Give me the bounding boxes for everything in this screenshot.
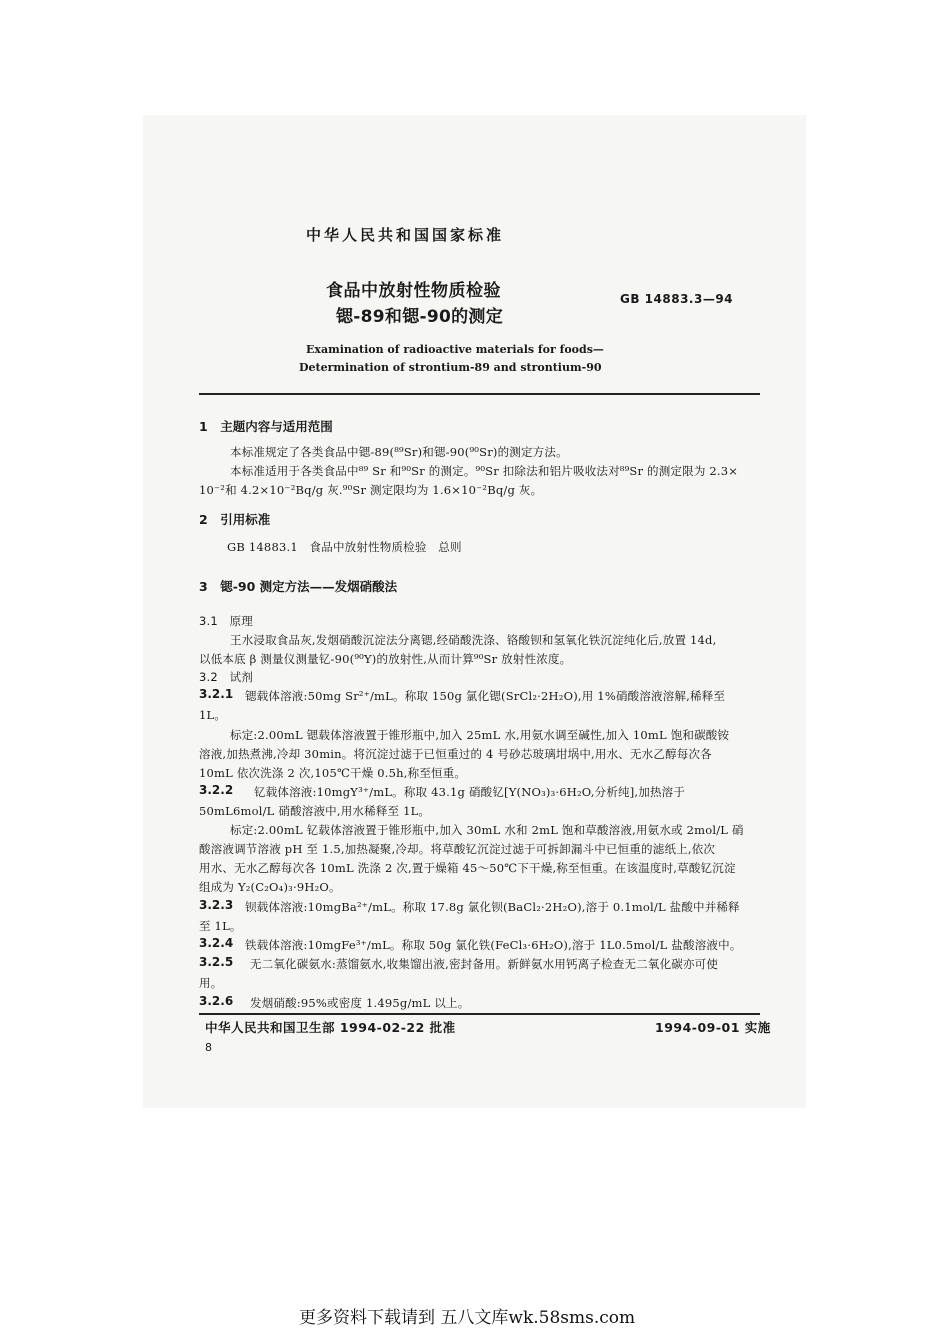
section-3-1-heading: 3.1 原理 [199,614,253,628]
item-3-2-5-line-b: 用。 [199,976,223,990]
item-3-2-1-line-b: 1L。 [199,708,227,722]
item-3-2-1-line-a: 锶载体溶液:50mg Sr²⁺/mL。称取 150g 氯化锶(SrCl₂·2H₂O),用 1%硝酸溶液溶解,稀释至 [245,689,726,703]
section-3-2-heading: 3.2 试剂 [199,670,253,684]
item-3-2-3-line-a: 钡载体溶液:10mgBa²⁺/mL。称取 17.8g 氯化钡(BaCl₂·2H₂O),溶于 0.1mol/L 盐酸中并稀释 [245,900,740,914]
approval-line: 中华人民共和国卫生部 1994-02-22 批准 [205,1020,456,1035]
item-3-2-2-line-e: 用水、无水乙醇每次各 10mL 洗涤 2 次,置于燥箱 45～50℃下干燥,称至恒重。在该温度时,草酸钇沉淀 [199,861,736,875]
document-title-line2: 锶-89和锶-90的测定 [336,307,504,327]
header-divider [199,393,760,395]
item-3-2-2-line-d: 酸溶液调节溶液 pH 至 1.5,加热凝聚,冷却。将草酸钇沉淀过滤于可拆卸漏斗中已恒重的滤纸上,依次 [199,842,716,856]
english-title-line1: Examination of radioactive materials for foods— [306,343,604,356]
document-title-line1: 食品中放射性物质检验 [326,281,501,301]
standard-code: GB 14883.3—94 [620,292,734,306]
english-title-line2: Determination of strontium-89 and strontium-90 [299,361,602,374]
section-3-heading: 3 锶-90 测定方法——发烟硝酸法 [199,579,398,594]
section-2-heading: 2 引用标准 [199,512,271,527]
item-3-2-2-number: 3.2.2 [199,783,234,797]
section-2-reference: GB 14883.1 食品中放射性物质检验 总则 [227,540,462,554]
item-3-2-5-line-a: 无二氧化碳氨水:蒸馏氨水,收集馏出液,密封备用。新鲜氨水用钙离子检查无二氧化碳亦可使 [250,957,719,971]
item-3-2-3-line-b: 至 1L。 [199,919,242,933]
national-standard-heading: 中华人民共和国国家标准 [306,226,505,244]
item-3-2-2-line-a: 钇载体溶液:10mgY³⁺/mL。称取 43.1g 硝酸钇[Y(NO₃)₃·6H₂O,分析纯],加热溶于 [254,785,686,799]
item-3-2-2-line-b: 50mL6mol/L 硝酸溶液中,用水稀释至 1L。 [199,804,431,818]
item-3-2-3-number: 3.2.3 [199,898,234,912]
item-3-2-5-number: 3.2.5 [199,955,234,969]
footer-divider [199,1013,760,1015]
item-3-2-1-line-e: 10mL 依次洗涤 2 次,105℃干燥 0.5h,称至恒重。 [199,766,467,780]
download-watermark: 更多资料下载请到 五八文库wk.58sms.com [299,1308,636,1328]
section-1-paragraph-2b: 10⁻²和 4.2×10⁻²Bq/g 灰.⁹⁰Sr 测定限均为 1.6×10⁻²Bq/g 灰。 [199,483,543,497]
item-3-2-1-line-c: 标定:2.00mL 锶载体溶液置于锥形瓶中,加入 25mL 水,用氨水调至碱性,加入 10mL 饱和碳酸铵 [230,728,730,742]
section-1-paragraph-1: 本标准规定了各类食品中锶-89(⁸⁹Sr)和锶-90(⁹⁰Sr)的测定方法。 [230,445,568,459]
item-3-2-1-number: 3.2.1 [199,687,234,701]
item-3-2-4-line-a: 铁载体溶液:10mgFe³⁺/mL。称取 50g 氯化铁(FeCl₃·6H₂O),溶于 1L0.5mol/L 盐酸溶液中。 [245,938,742,952]
section-1-paragraph-2a: 本标准适用于各类食品中⁸⁹ Sr 和⁹⁰Sr 的测定。⁹⁰Sr 扣除法和铝片吸收法对⁸⁹Sr 的测定限为 2.3× [230,464,739,478]
item-3-2-6-number: 3.2.6 [199,994,234,1008]
page-number: 8 [205,1041,212,1054]
item-3-2-1-line-d: 溶液,加热煮沸,冷却 30min。将沉淀过滤于已恒重过的 4 号砂芯玻璃坩埚中,用水、无水乙醇每次各 [199,747,712,761]
section-3-1-paragraph-1: 王水浸取食品灰,发烟硝酸沉淀法分离锶,经硝酸洗涤、铬酸钡和氢氧化铁沉淀纯化后,放置 14d, [230,633,717,647]
section-1-heading: 1 主题内容与适用范围 [199,419,333,434]
item-3-2-4-number: 3.2.4 [199,936,234,950]
item-3-2-6-line-a: 发烟硝酸:95%或密度 1.495g/mL 以上。 [250,996,470,1010]
effective-date: 1994-09-01 实施 [655,1020,771,1035]
item-3-2-2-line-f: 组成为 Y₂(C₂O₄)₃·9H₂O。 [199,880,341,894]
section-3-1-paragraph-2: 以低本底 β 测量仪测量钇-90(⁹⁰Y)的放射性,从而计算⁹⁰Sr 放射性浓度。 [199,652,572,666]
item-3-2-2-line-c: 标定:2.00mL 钇载体溶液置于锥形瓶中,加入 30mL 水和 2mL 饱和草酸溶液,用氨水或 2mol/L 硝 [230,823,744,837]
